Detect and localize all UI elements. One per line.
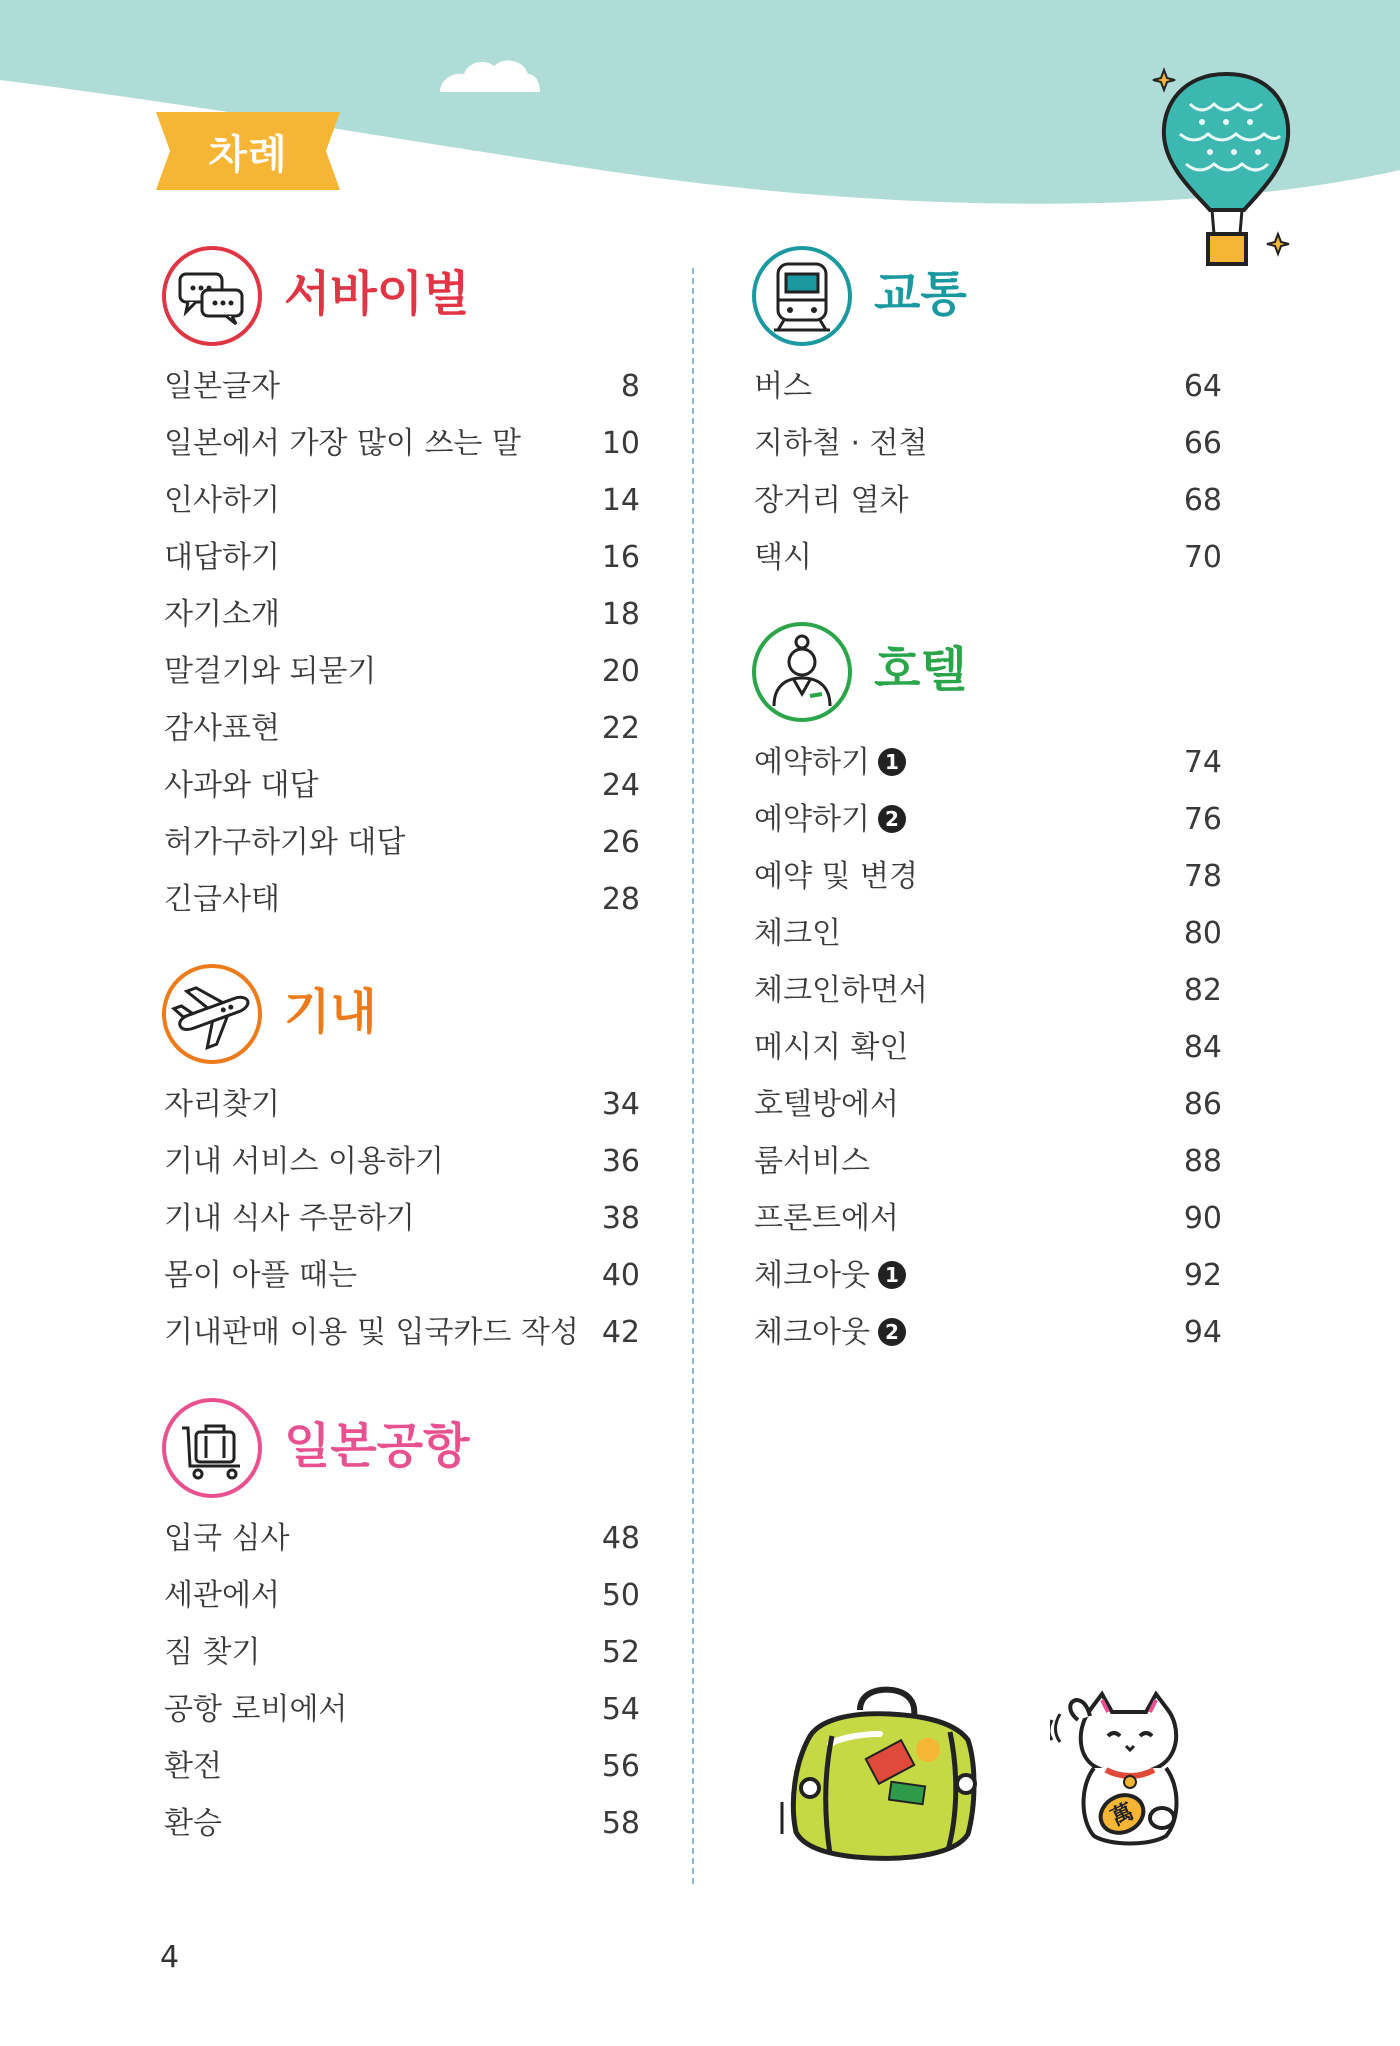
toc-item-text: 택시 (754, 540, 812, 575)
toc-item[interactable] (750, 1190, 1222, 1247)
toc-item-page: 22 (601, 711, 640, 746)
toc-item-page: 40 (601, 1258, 640, 1293)
section-airport (160, 1396, 640, 1852)
toc-item[interactable] (750, 472, 1222, 529)
section-title-hotel: 호텔 (874, 642, 967, 698)
toc-item[interactable] (750, 1019, 1222, 1076)
toc-item-text: 룸서비스 (754, 1144, 870, 1179)
toc-item-title (164, 1510, 289, 1567)
toc-item-title (754, 472, 908, 529)
toc-item-text: 자리찾기 (164, 1087, 280, 1122)
toc-item-text: 체크아웃 (754, 1258, 870, 1293)
toc-item-title (754, 1190, 899, 1247)
toc-item[interactable] (160, 1510, 640, 1567)
toc-item[interactable] (750, 1247, 1222, 1304)
toc-item-text: 장거리 열차 (754, 483, 909, 518)
toc-item-page: 64 (1183, 369, 1222, 404)
toc-item[interactable] (160, 1190, 640, 1247)
toc-item-title (164, 814, 405, 871)
toc-item[interactable] (750, 962, 1222, 1019)
section-hotel (750, 620, 1222, 1361)
toc-item-page: 80 (1183, 916, 1222, 951)
toc-item-title (164, 1738, 222, 1795)
airplane-icon (160, 962, 264, 1066)
toc-item-title (754, 1019, 908, 1076)
toc-item-page: 74 (1183, 745, 1222, 780)
toc-item-title (164, 700, 280, 757)
toc-item[interactable] (750, 848, 1222, 905)
toc-item-page: 50 (601, 1578, 640, 1613)
speech-bubbles-icon (160, 244, 264, 348)
toc-item-page: 92 (1183, 1258, 1222, 1293)
toc-item[interactable] (160, 1795, 640, 1852)
toc-item-title (164, 1247, 357, 1304)
toc-item-title (164, 1681, 347, 1738)
toc-item-text: 허가구하기와 대답 (164, 825, 406, 860)
toc-item-text: 긴급사태 (164, 882, 280, 917)
toc-item-page: 90 (1183, 1201, 1222, 1236)
toc-item-text: 공항 로비에서 (164, 1692, 348, 1727)
toc-item-text: 감사표현 (164, 711, 280, 746)
toc-item-page: 18 (601, 597, 640, 632)
toc-item[interactable] (160, 1247, 640, 1304)
toc-item-text: 환전 (164, 1749, 222, 1784)
toc-item-page: 94 (1183, 1315, 1222, 1350)
toc-item[interactable] (160, 472, 640, 529)
toc-item-text: 기내 서비스 이용하기 (164, 1144, 444, 1179)
toc-item-text: 사과와 대답 (164, 768, 319, 803)
luggage-cart-icon (160, 1396, 264, 1500)
toc-item-title (164, 757, 318, 814)
toc-item-page: 8 (620, 369, 640, 404)
toc-item-title (164, 871, 280, 928)
toc-item-page: 78 (1183, 859, 1222, 894)
toc-item[interactable] (160, 1076, 640, 1133)
toc-item-title (164, 1190, 415, 1247)
toc-item-text: 대답하기 (164, 540, 280, 575)
toc-item-page: 54 (601, 1692, 640, 1727)
toc-item-text: 일본에서 가장 많이 쓰는 말 (164, 426, 521, 461)
suitcase-icon (780, 1684, 990, 1874)
toc-list-plane (160, 1076, 640, 1361)
toc-item-text: 입국 심사 (164, 1521, 290, 1556)
toc-item-page: 88 (1183, 1144, 1222, 1179)
toc-item-title (754, 1247, 906, 1304)
toc-item[interactable] (160, 871, 640, 928)
toc-item-title (164, 586, 280, 643)
toc-item-text: 예약 및 변경 (754, 859, 918, 894)
toc-item[interactable] (160, 529, 640, 586)
toc-item-page: 66 (1183, 426, 1222, 461)
section-title-transport: 교통 (874, 266, 967, 322)
toc-item-text: 짐 찾기 (164, 1635, 261, 1670)
toc-item-text: 체크아웃 (754, 1315, 870, 1350)
toc-item-page: 84 (1183, 1030, 1222, 1065)
toc-item-title (754, 1076, 899, 1133)
page-title: 차례 (208, 131, 288, 178)
cat-coin-text: 萬 (1107, 1799, 1138, 1832)
toc-item-text: 지하철 · 전철 (754, 426, 928, 461)
toc-item-title (754, 905, 841, 962)
toc-item-text: 인사하기 (164, 483, 280, 518)
toc-item-text: 체크인하면서 (754, 973, 928, 1008)
toc-item[interactable] (160, 358, 640, 415)
toc-list-airport (160, 1510, 640, 1852)
step-number-badge: 1 (878, 1261, 906, 1289)
toc-item-text: 호텔방에서 (754, 1087, 899, 1122)
step-number-badge: 1 (878, 748, 906, 776)
toc-item[interactable] (750, 358, 1222, 415)
toc-item[interactable] (160, 1624, 640, 1681)
toc-item-page: 42 (601, 1315, 640, 1350)
hotel-staff-icon (750, 620, 854, 724)
toc-item-text: 버스 (754, 369, 812, 404)
toc-list-transport (750, 358, 1222, 586)
toc-item-title (754, 529, 812, 586)
toc-item[interactable] (160, 700, 640, 757)
toc-item-title (754, 962, 928, 1019)
toc-item-page: 36 (601, 1144, 640, 1179)
toc-item-page: 86 (1183, 1087, 1222, 1122)
toc-item-page: 20 (601, 654, 640, 689)
toc-item-title (754, 848, 918, 905)
section-transport (750, 244, 1222, 586)
toc-item-title (164, 529, 280, 586)
toc-item-title (754, 1304, 906, 1361)
page-number: 4 (160, 1940, 180, 1975)
toc-item[interactable] (750, 1133, 1222, 1190)
toc-item-title (164, 643, 376, 700)
toc-item-page: 56 (601, 1749, 640, 1784)
toc-item-page: 24 (601, 768, 640, 803)
toc-item-page: 14 (601, 483, 640, 518)
toc-item[interactable] (750, 791, 1222, 848)
toc-item-page: 10 (601, 426, 640, 461)
toc-item-text: 프론트에서 (754, 1201, 899, 1236)
toc-item-text: 말걸기와 되묻기 (164, 654, 377, 689)
toc-item-page: 70 (1183, 540, 1222, 575)
toc-item-text: 체크인 (754, 916, 841, 951)
toc-item-page: 52 (601, 1635, 640, 1670)
toc-item[interactable] (160, 643, 640, 700)
toc-item[interactable] (160, 1681, 640, 1738)
toc-item[interactable] (160, 1567, 640, 1624)
toc-item-text: 예약하기 (754, 802, 870, 837)
column-divider (692, 268, 694, 1884)
toc-item-page: 58 (601, 1806, 640, 1841)
toc-item-title (164, 1624, 260, 1681)
toc-item-title (164, 1076, 280, 1133)
toc-item-title (754, 734, 906, 791)
toc-item-page: 76 (1183, 802, 1222, 837)
toc-list-hotel (750, 734, 1222, 1361)
toc-item-title (754, 1133, 870, 1190)
toc-item-title (754, 415, 928, 472)
toc-item-title (164, 1304, 579, 1361)
toc-item-text: 일본글자 (164, 369, 280, 404)
lucky-cat-icon (1050, 1690, 1200, 1850)
toc-item-page: 26 (601, 825, 640, 860)
toc-list-survival (160, 358, 640, 928)
section-title-survival: 서바이벌 (284, 266, 470, 322)
toc-item-text: 기내 식사 주문하기 (164, 1201, 415, 1236)
toc-item-page: 38 (601, 1201, 640, 1236)
toc-item[interactable] (750, 734, 1222, 791)
toc-item-page: 28 (601, 882, 640, 917)
toc-item-text: 몸이 아플 때는 (164, 1258, 357, 1293)
toc-item-title (164, 472, 280, 529)
toc-item-title (754, 358, 812, 415)
step-number-badge: 2 (878, 1318, 906, 1346)
toc-item[interactable] (750, 1076, 1222, 1133)
toc-item-text: 자기소개 (164, 597, 280, 632)
section-title-airport: 일본공항 (284, 1418, 470, 1474)
toc-item[interactable] (160, 415, 640, 472)
toc-item-text: 메시지 확인 (754, 1030, 909, 1065)
toc-item[interactable] (750, 905, 1222, 962)
toc-item-text: 세관에서 (164, 1578, 280, 1613)
toc-item-title (164, 1795, 222, 1852)
toc-item-title (164, 1133, 444, 1190)
toc-item[interactable] (160, 1738, 640, 1795)
hot-air-balloon-icon (1150, 64, 1300, 274)
toc-item-page: 16 (601, 540, 640, 575)
toc-item[interactable] (160, 814, 640, 871)
toc-item-title (164, 358, 280, 415)
toc-item-page: 82 (1183, 973, 1222, 1008)
toc-item-title (164, 415, 521, 472)
toc-item-title (164, 1567, 280, 1624)
toc-item-page: 34 (601, 1087, 640, 1122)
toc-item-title (754, 791, 906, 848)
section-plane (160, 962, 640, 1361)
toc-item-text: 환승 (164, 1806, 222, 1841)
toc-item[interactable] (160, 757, 640, 814)
toc-item-page: 48 (601, 1521, 640, 1556)
toc-item[interactable] (160, 586, 640, 643)
toc-item-text: 예약하기 (754, 745, 870, 780)
toc-item[interactable] (160, 1304, 640, 1361)
toc-item[interactable] (160, 1133, 640, 1190)
toc-item[interactable] (750, 529, 1222, 586)
toc-item-text: 기내판매 이용 및 입국카드 작성 (164, 1315, 579, 1350)
toc-item[interactable] (750, 1304, 1222, 1361)
step-number-badge: 2 (878, 805, 906, 833)
section-title-plane: 기내 (284, 984, 377, 1040)
section-survival (160, 244, 640, 928)
toc-item-page: 68 (1183, 483, 1222, 518)
train-icon (750, 244, 854, 348)
toc-item[interactable] (750, 415, 1222, 472)
